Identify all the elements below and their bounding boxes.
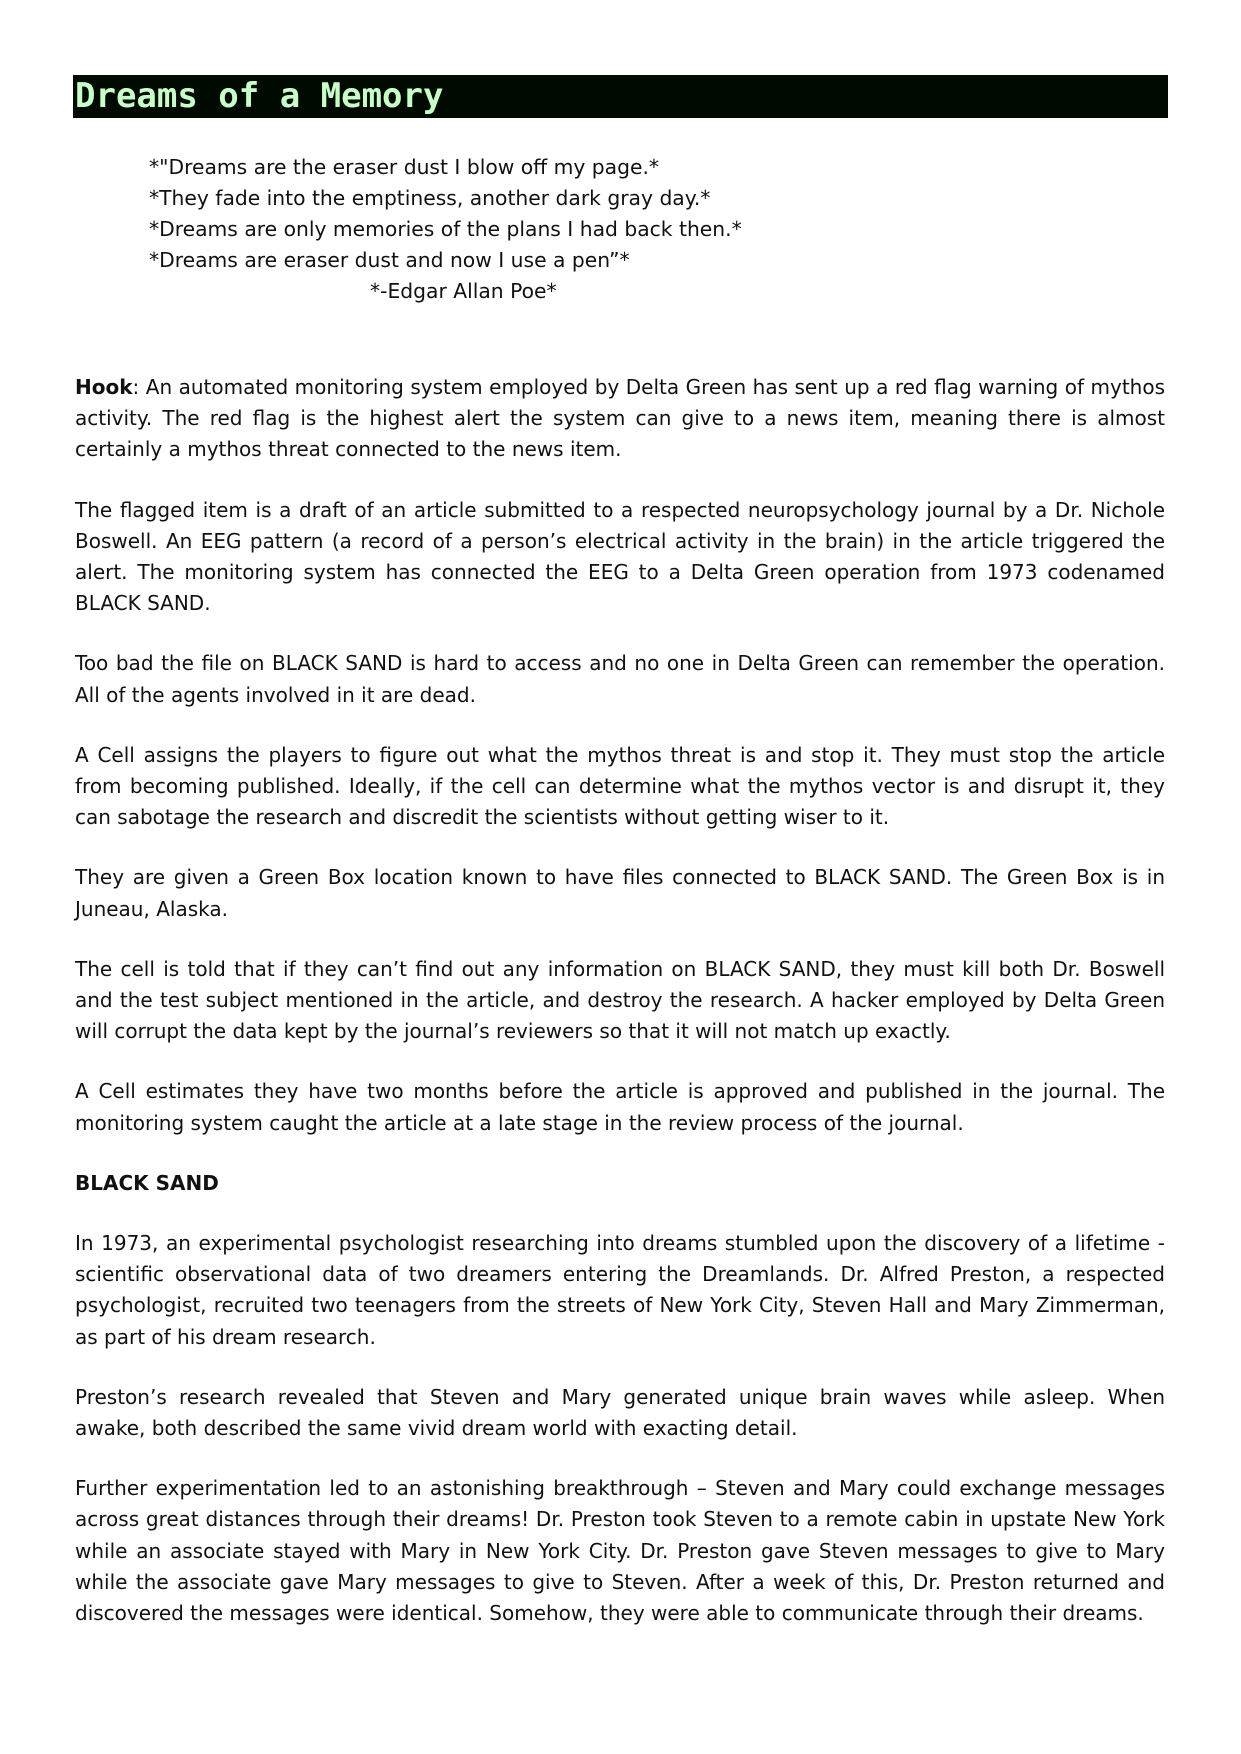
document-title: Dreams of a Memory xyxy=(75,76,444,116)
section-paragraph: In 1973, an experimental psychologist researching into dreams stumbled upon the discovery of a lifetime - scientific observational data of two dreamers entering the Dreamlands. Dr. Alfred Preston, a respected psychologist, recruited two teenagers from the streets of New York City, Steven Hall and Mary Zimmerman, as part of his dream research. xyxy=(75,1231,1165,1349)
body-paragraph: The cell is told that if they can’t find out any information on BLACK SAND, they must kill both Dr. Boswell and the test subject mentioned in the article, and destroy the research. A hacker employed by Delta Green will corrupt the data kept by the journal’s reviewers so that it will not match up exactly. xyxy=(75,956,1165,1044)
title-bar xyxy=(73,75,1168,118)
section-paragraph: Further experimentation led to an astonishing breakthrough – Steven and Mary could exchange messages across great distances through their dreams! Dr. Preston took Steven to a remote cabin in upstate New York while an associate stayed with Mary in New York City. Dr. Preston gave Steven messages to give to Mary while the associate gave Mary messages to give to Steven. After a week of this, Dr. Preston returned and discovered the messages were identical. Somehow, they were able to communicate through their dreams. xyxy=(75,1476,1165,1626)
epigraph-line: *They fade into the emptiness, another dark gray day.* xyxy=(149,186,711,210)
hook-paragraph xyxy=(75,372,1165,466)
epigraph-line: *"Dreams are the eraser dust I blow off my page.* xyxy=(149,155,660,179)
epigraph xyxy=(149,152,949,307)
body-paragraph: A Cell estimates they have two months before the article is approved and published in the journal. The monitoring system caught the article at a late stage in the review process of the journal. xyxy=(75,1079,1165,1135)
epigraph-attribution: *-Edgar Allan Poe* xyxy=(370,279,557,303)
epigraph-line: *Dreams are only memories of the plans I had back then.* xyxy=(149,217,742,241)
section-paragraph: Preston’s research revealed that Steven and Mary generated unique brain waves while asleep. When awake, both described the same vivid dream world with exacting detail. xyxy=(75,1384,1165,1441)
hook-label: Hook xyxy=(75,375,133,399)
body-paragraph: They are given a Green Box location known to have files connected to BLACK SAND. The Green Box is in Juneau, Alaska. xyxy=(75,865,1165,921)
section-heading: BLACK SAND xyxy=(75,1170,219,1195)
body-paragraph: A Cell assigns the players to figure out what the mythos threat is and stop it. They must stop the article from becoming published. Ideally, if the cell can determine what the mythos vector is and disrupt it, they can sabotage the research and discredit the scientists without getting wiser to it. xyxy=(75,742,1165,830)
document-body xyxy=(75,372,1165,1658)
body-paragraph: The flagged item is a draft of an article submitted to a respected neuropsychology journal by a Dr. Nichole Boswell. An EEG pattern (a record of a person’s electrical activity in the brain) in the article triggered the alert. The monitoring system has connected the EEG to a Delta Green operation from 1973 codenamed BLACK SAND. xyxy=(75,497,1165,616)
hook-text: : An automated monitoring system employed by Delta Green has sent up a red flag warning of mythos activity. The red flag is the highest alert the system can give to a news item, meaning there is almost certainly a mythos threat connected to the news item. xyxy=(75,375,1165,462)
epigraph-line: *Dreams are eraser dust and now I use a pen”* xyxy=(149,248,630,272)
body-paragraph: Too bad the file on BLACK SAND is hard to access and no one in Delta Green can remember the operation. All of the agents involved in it are dead. xyxy=(75,651,1165,707)
